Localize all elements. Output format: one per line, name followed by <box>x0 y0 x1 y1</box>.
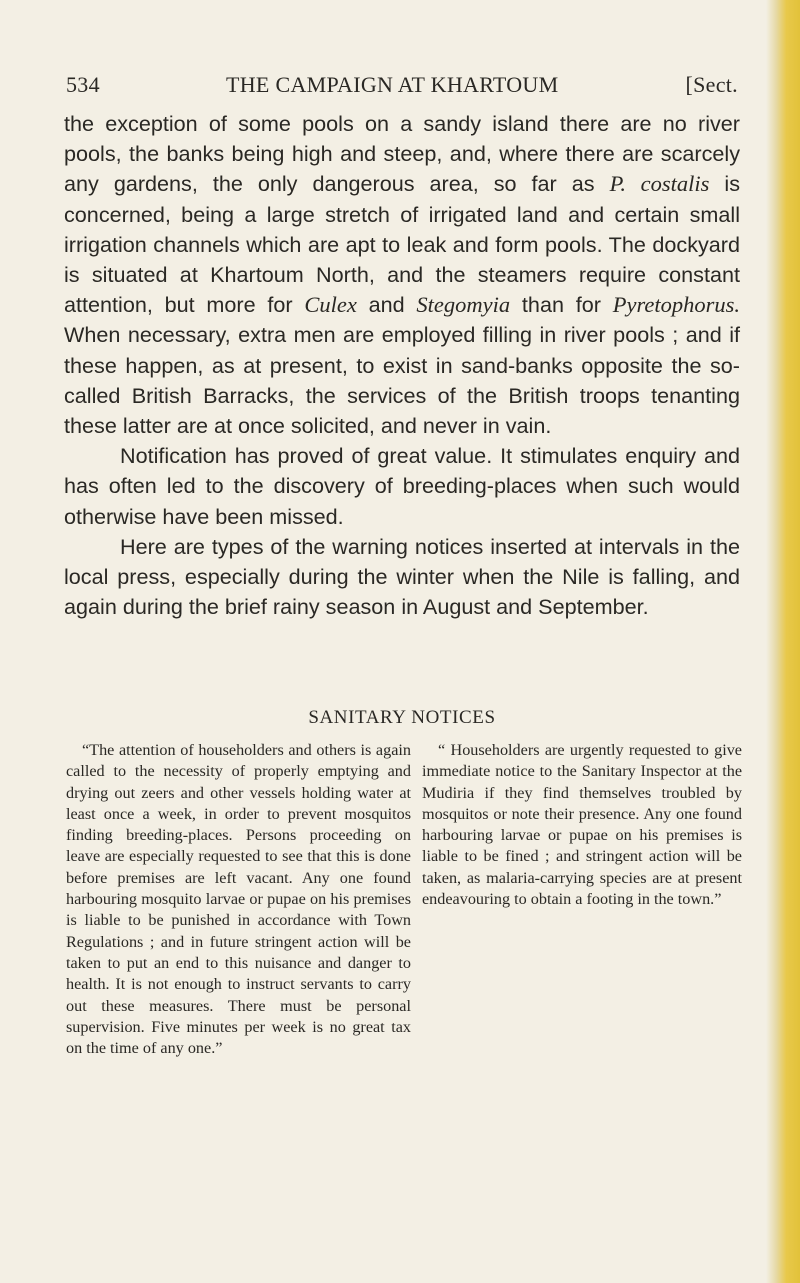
paragraph-1 <box>64 109 740 441</box>
p1-italic-culex: Culex <box>304 292 357 318</box>
p1-italic-stegomyia: Stegomyia <box>416 292 511 318</box>
p1-italic-species: P. costalis <box>609 171 710 197</box>
notice-2: “ Householders are urgently requested to give immediate notice to the Sanitary Inspector at the Mudiria if they find themselves troubled by mosquitos or note their presence. Any one found harbouring larvae or pupae on his premises is liable to be fined ; and stringent action will be taken, as malaria-carrying species are at present endeavouring to obtain a footing in the town.” <box>422 741 742 909</box>
main-text <box>64 109 740 622</box>
paragraph-2: Notification has proved of great value. It stimulates enquiry and has often led to the discovery of breeding-places when such would otherwise have been missed. <box>64 443 740 529</box>
notices-heading: SANITARY NOTICES <box>308 707 496 728</box>
notice-left-column <box>66 740 411 1059</box>
p1-text-3: and <box>356 292 417 318</box>
running-title: THE CAMPAIGN AT KHARTOUM <box>226 72 559 97</box>
running-header <box>66 72 750 102</box>
p1-text-5: When necessary, extra men are employed filling in river pools ; and if these happen, as at present, to exist in sand-banks opposite the so-called British Barracks, the services of the British troops tenanting these latter are at once solicited, and never in vain. <box>64 322 740 439</box>
p1-text-1: the exception of some pools on a sandy island there are no river pools, the banks being high and steep, and, where there are scarcely any gardens, the only dangerous area, so far as <box>64 111 740 197</box>
notice-right-column <box>422 740 742 910</box>
paragraph-3: Here are types of the warning notices inserted at intervals in the local press, especially during the winter when the Nile is falling, and again during the brief rainy season in August and September. <box>64 533 740 620</box>
p1-text-4: than for <box>510 292 613 318</box>
page-number: 534 <box>66 72 100 97</box>
p1-text-2: is concerned, being a large stretch of irrigated land and certain small irrigation channels which are apt to leak and form pools. The dockyard is situated at Khartoum North, and the steamers require constant attention, but more for <box>64 171 741 318</box>
section-label: [Sect. <box>685 72 738 97</box>
notice-1: “The attention of householders and others is again called to the necessity of properly emptying and drying out zeers and other vessels holding water at least once a week, in order to prevent mosquitos finding breeding-places. Persons proceeding on leave are especially requested to see that this is done before premises are left vacant. Any one found harbouring mosquito larvae or pupae on his premises is liable to be punished in accordance with Town Regulations ; and in future stringent action will be taken to put an end to this nuisance and danger to health. It is not enough to instruct servants to carry out these measures. There must be personal supervision. Five minutes per week is no great tax on the time of any one.” <box>66 741 411 1058</box>
p1-italic-pyretophorus: Pyretophorus. <box>612 292 740 318</box>
